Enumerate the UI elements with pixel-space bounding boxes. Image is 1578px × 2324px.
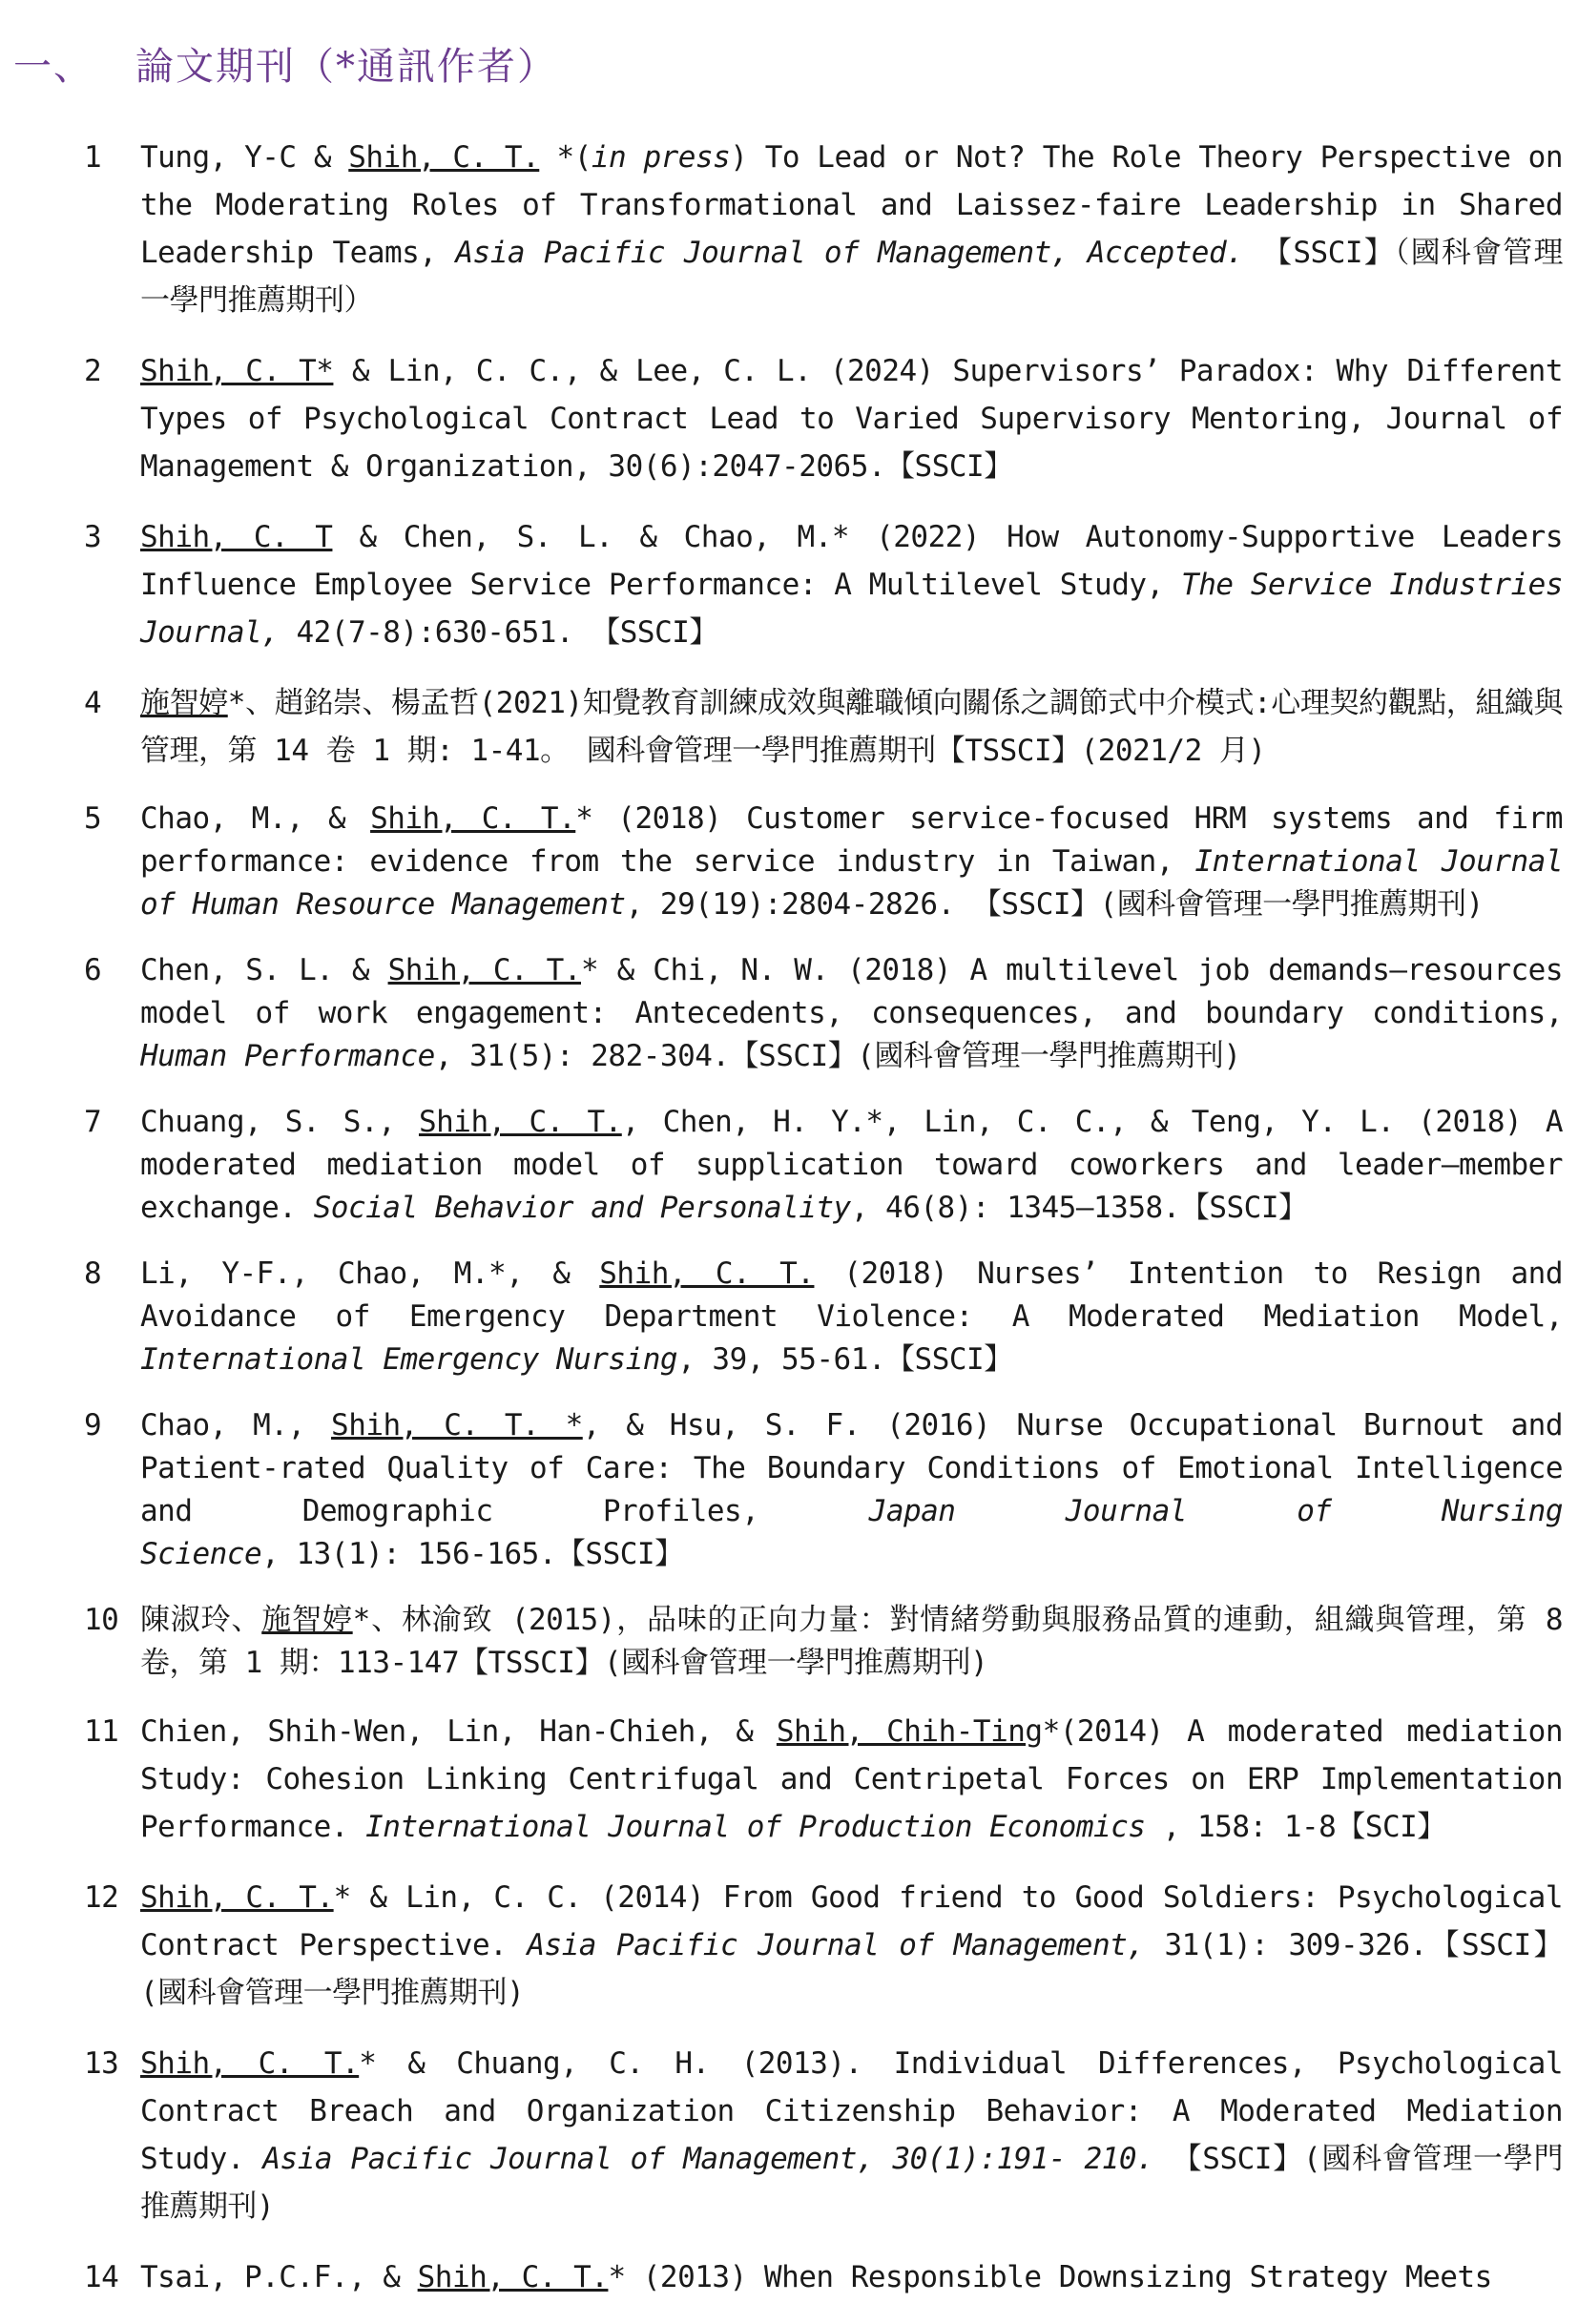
entry-number: 10 (84, 1603, 119, 1637)
entry-number: 5 (84, 801, 102, 836)
journal-name: Japan Journal of Nursing Science (140, 1494, 1563, 1571)
publication-entry (0, 347, 1578, 490)
publication-entry (0, 1874, 1578, 2017)
entry-citation (140, 679, 1563, 775)
entry-citation (140, 798, 1563, 926)
citation-text: Chuang, S. S., (140, 1105, 419, 1139)
citation-text: * (2013) When Responsible Downsizing Strategy Meets (608, 2260, 1492, 2294)
entry-citation (140, 2253, 1563, 2301)
highlighted-author: Shih, C. T. (140, 2046, 360, 2081)
publication-entry (0, 1708, 1578, 1851)
highlighted-author: Shih, C. T. * (331, 1408, 583, 1442)
journal-name: The Service Industries Journal, (140, 568, 1563, 650)
entry-citation (140, 1404, 1563, 1576)
journal-name: International Emergency Nursing (140, 1342, 678, 1377)
citation-text: (2018) Nurses’ Intention to Resign and Avoidance of Emergency Department Violence: A Moderated Mediation Model, (140, 1256, 1564, 1334)
citation-text: & Lin, C. C., & Lee, C. L. (2024) Supervisors’ Paradox: Why Different Types of Psychological Contract Lead to Varied Supervisory Mentoring, Journal of Management & Organization, 30(6):2047-2065.【SSCI】 (140, 354, 1563, 484)
journal-name: Asia Pacific Journal of Management, Accepted. (455, 236, 1244, 270)
citation-text: , & Hsu, S. F. (2016) Nurse Occupational Burnout and Patient-rated Quality of Care: The Boundary Conditions of Emotional Intelligence and Demographic Profiles, (140, 1408, 1563, 1528)
publication-list (0, 134, 1578, 2324)
citation-text: , 31(5): 282-304.【SSCI】(國科會管理一學門推薦期刊) (434, 1039, 1241, 1073)
publication-entry (0, 1101, 1578, 1230)
entry-number: 8 (84, 1256, 102, 1291)
entry-number: 12 (84, 1880, 119, 1915)
entry-number: 1 (84, 140, 102, 175)
entry-number: 7 (84, 1105, 102, 1139)
section-heading (13, 36, 557, 91)
journal-name: in press (591, 140, 731, 175)
citation-text: ) To Lead or Not? The Role Theory Perspective on the Moderating Roles of Transformational and Laissez-faire Leadership in Shared Leadership Teams, (140, 140, 1563, 270)
entry-citation (140, 134, 1563, 324)
citation-text: Chen, S. L. & (140, 953, 388, 987)
publication-entry (0, 1599, 1578, 1685)
citation-text: Tung, Y-C & (140, 140, 349, 175)
entry-citation (140, 1874, 1563, 2017)
publication-entry (0, 949, 1578, 1078)
citation-text: 42(7-8):630-651. 【SSCI】 (279, 615, 718, 650)
citation-text: 【SSCI】（國科會管理一學門推薦期刊） (140, 236, 1563, 318)
citation-text: 31(1): 309-326.【SSCI】(國科會管理一學門推薦期刊) (140, 1928, 1563, 2010)
citation-text: 【SSCI】(國科會管理一學門推薦期刊) (140, 2142, 1564, 2224)
entry-number: 13 (84, 2046, 119, 2081)
citation-text: * & Lin, C. C. (2014) From Good friend to Good Soldiers: Psychological Contract Perspective. (140, 1880, 1563, 1962)
entry-citation (140, 949, 1563, 1078)
publication-entry (0, 798, 1578, 926)
highlighted-author: Shih, Chih-Ting (776, 1714, 1043, 1749)
entry-citation (140, 1253, 1563, 1381)
highlighted-author: Shih, C. T. (418, 1105, 622, 1139)
citation-text: Chao, M., & (140, 801, 371, 836)
publication-entry (0, 134, 1578, 324)
citation-text: * & Chuang, C. H. (2013). Individual Differences, Psychological Contract Breach and Organization Citizenship Behavior: A Moderated Mediation Study. (140, 2046, 1563, 2176)
highlighted-author: 施智婷 (140, 686, 228, 720)
highlighted-author: Shih, C. T. (348, 140, 540, 175)
entry-number: 3 (84, 520, 102, 554)
citation-text: *(2014) A moderated mediation Study: Cohesion Linking Centrifugal and Centripetal Forces on ERP Implementation Performance. (140, 1714, 1563, 1844)
entry-number: 14 (84, 2260, 119, 2294)
entry-citation (140, 1101, 1563, 1230)
citation-text: * & Chi, N. W. (2018) A multilevel job demands–resources model of work engagement: Antecedents, consequences, and boundary conditions, (140, 953, 1563, 1030)
citation-text: * (2018) Customer service-focused HRM systems and firm performance: evidence from the service industry in Taiwan, (140, 801, 1563, 879)
highlighted-author: Shih, C. T* (140, 354, 334, 388)
citation-text: *( (539, 140, 592, 175)
highlighted-author: Shih, C. T (140, 520, 333, 554)
citation-text: Chao, M., (140, 1408, 332, 1442)
entry-number: 6 (84, 953, 102, 987)
citation-text: , 46(8): 1345–1358.【SSCI】 (850, 1191, 1308, 1225)
publication-entry (0, 2253, 1578, 2301)
entry-number: 11 (84, 1714, 119, 1749)
citation-text: Chien, Shih-Wen, Lin, Han-Chieh, & (140, 1714, 777, 1749)
section-title: 論文期刊（*通訊作者） (135, 45, 557, 89)
entry-number: 4 (84, 686, 102, 720)
highlighted-author: Shih, C. T. (387, 953, 581, 987)
publication-entry (0, 1253, 1578, 1381)
publication-entry (0, 679, 1578, 775)
section-number: 一、 (13, 45, 93, 89)
publication-entry (0, 2040, 1578, 2231)
citation-text: , 158: 1-8【SCI】 (1145, 1810, 1446, 1844)
journal-name: Asia Pacific Journal of Management, 30(1):191- 210. (262, 2142, 1154, 2176)
citation-text: 陳淑玲、 (140, 1603, 262, 1637)
entry-citation (140, 347, 1563, 490)
highlighted-author: Shih, C. T. (417, 2260, 609, 2294)
entry-citation (140, 1599, 1563, 1685)
citation-text: Li, Y-F., Chao, M.*, & (140, 1256, 600, 1291)
publication-entry (0, 1404, 1578, 1576)
citation-text: , Chen, H. Y.*, Lin, C. C., & Teng, Y. L. (2018) A moderated mediation model of supplication toward coworkers and leader–member exchange. (140, 1105, 1563, 1225)
journal-name: Human Performance (140, 1039, 435, 1073)
citation-text: *、趙銘崇、楊孟哲(2021)知覺教育訓練成效與離職傾向關係之調節式中介模式:心理契約觀點，組織與管理，第 14 卷 1 期: 1-41。 國科會管理一學門推薦期刊【TSSCI】(2021/2 月) (140, 686, 1564, 768)
journal-name: International Journal of Production Economics (365, 1810, 1146, 1844)
citation-text: Tsai, P.C.F., & (140, 2260, 418, 2294)
publication-entry (0, 513, 1578, 656)
entry-number: 9 (84, 1408, 102, 1442)
citation-text: , 39, 55-61.【SSCI】 (677, 1342, 1013, 1377)
citation-text: , 29(19):2804-2826. 【SSCI】(國科會管理一學門推薦期刊) (625, 887, 1484, 922)
citation-text: & Chen, S. L. & Chao, M.* (2022) How Autonomy-Supportive Leaders Influence Employee Service Performance: A Multilevel Study, (140, 520, 1564, 602)
highlighted-author: Shih, C. T. (140, 1880, 334, 1915)
citation-text: , 13(1): 156-165.【SSCI】 (261, 1537, 684, 1571)
entry-citation (140, 2040, 1563, 2231)
highlighted-author: Shih, C. T. (370, 801, 576, 836)
highlighted-author: 施智婷 (261, 1603, 353, 1637)
entry-citation (140, 1708, 1563, 1851)
journal-name: International Journal of Human Resource Management (140, 844, 1564, 922)
highlighted-author: Shih, C. T. (599, 1256, 815, 1291)
journal-name: Asia Pacific Journal of Management, (527, 1928, 1145, 1962)
entry-number: 2 (84, 354, 102, 388)
citation-text: *、林渝致 (2015)，品味的正向力量：對情緒勞動與服務品質的連動，組織與管理，第 8 卷，第 1 期：113-147【TSSCI】(國科會管理一學門推薦期刊) (140, 1603, 1564, 1680)
entry-citation (140, 513, 1563, 656)
journal-name: Social Behavior and Personality (313, 1191, 851, 1225)
